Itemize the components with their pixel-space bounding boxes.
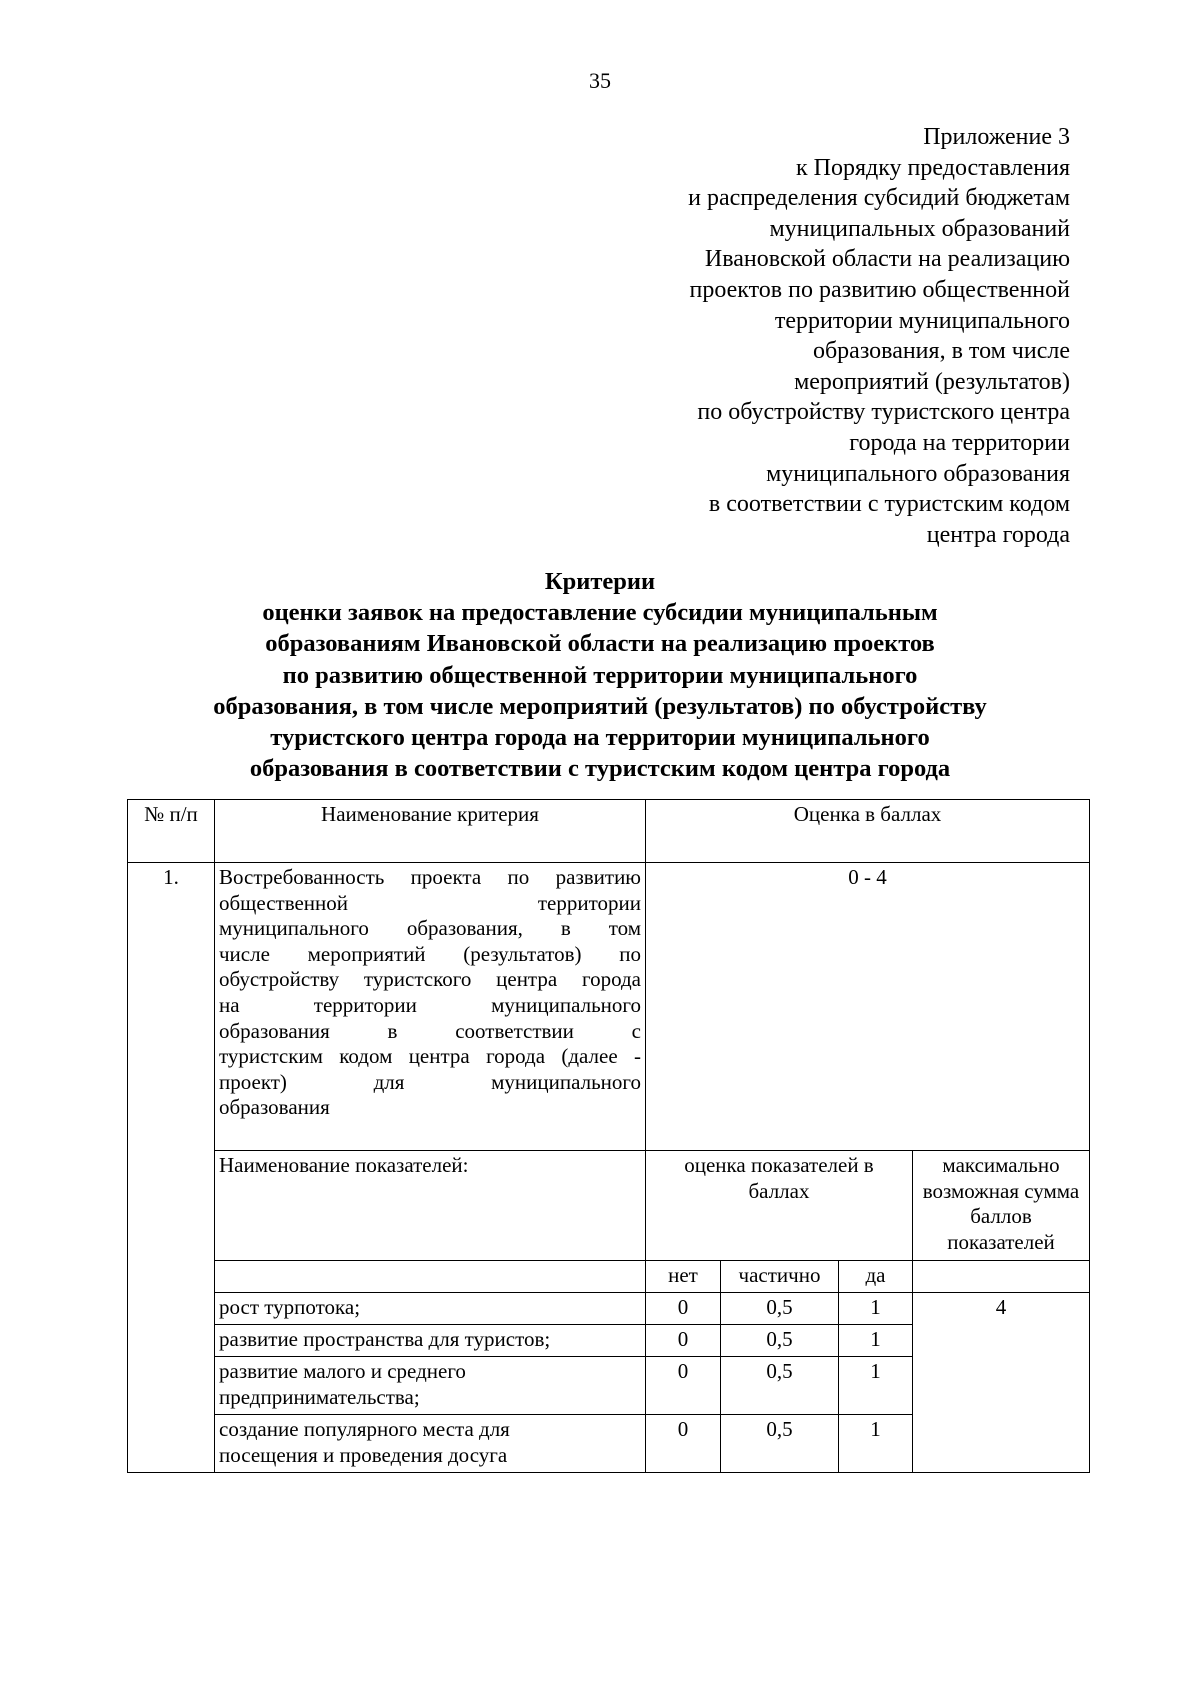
indicator-name: создание популярного места для посещения и проведения досуга xyxy=(215,1415,646,1473)
indicators-evaluation-header: оценка показателей в баллах xyxy=(646,1151,913,1261)
title-line: Критерии xyxy=(544,568,656,595)
criterion-line: Востребованность проекта по развитию xyxy=(219,865,641,889)
appendix-line: мероприятий (результатов) xyxy=(794,368,1070,395)
indicator-no: 0 xyxy=(646,1325,721,1357)
appendix-line: и распределения субсидий бюджетам xyxy=(688,185,1070,212)
title-line: туристского центра города на территории муниципального xyxy=(270,724,930,752)
criterion-line: обустройству туристского центра города xyxy=(219,967,641,992)
appendix-line: муниципального образования xyxy=(766,460,1070,487)
indicator-no: 0 xyxy=(646,1357,721,1415)
appendix-line: проектов по развитию общественной xyxy=(689,276,1070,303)
criterion-line: числе мероприятий (результатов) по xyxy=(219,941,641,966)
indicator-name: развитие малого и среднего предпринимательства; xyxy=(215,1357,646,1415)
title-line: образования в соответствии с туристским кодом центра города xyxy=(249,755,951,783)
indicator-no: 0 xyxy=(646,1293,721,1325)
page-number: 35 xyxy=(589,68,611,93)
answer-header-empty xyxy=(215,1261,646,1293)
indicator-yes: 1 xyxy=(839,1357,913,1415)
indicator-partial: 0,5 xyxy=(721,1293,839,1325)
indicator-name: развитие пространства для туристов; xyxy=(215,1325,646,1357)
indicator-yes: 1 xyxy=(839,1415,913,1473)
criterion-line: муниципального образования, в том xyxy=(219,916,641,941)
document-title xyxy=(120,566,1080,784)
title-line: образованиям Ивановской области на реализацию проектов xyxy=(265,630,935,658)
answer-partial-header: частично xyxy=(721,1261,839,1293)
appendix-line: центра города xyxy=(926,521,1070,548)
max-total: 4 xyxy=(913,1293,1090,1473)
appendix-line: города на территории xyxy=(849,429,1070,456)
appendix-line: территории муниципального xyxy=(774,307,1070,334)
indicator-yes: 1 xyxy=(839,1325,913,1357)
criterion-line: на территории муниципального xyxy=(219,992,641,1017)
answer-yes-header: да xyxy=(839,1261,913,1293)
indicator-yes: 1 xyxy=(839,1293,913,1325)
header-score: Оценка в баллах xyxy=(646,800,1090,863)
appendix-line: к Порядку предоставления xyxy=(795,154,1070,181)
criterion-text xyxy=(215,863,646,1151)
criterion-line: образования xyxy=(219,1095,330,1120)
criterion-line: общественной территории xyxy=(219,890,641,915)
indicator-partial: 0,5 xyxy=(721,1325,839,1357)
appendix-header xyxy=(550,122,1070,550)
table-row xyxy=(128,863,1090,1151)
criterion-score: 0 - 4 xyxy=(646,863,1090,1151)
criterion-line: проект) для муниципального xyxy=(219,1069,641,1094)
indicator-partial: 0,5 xyxy=(721,1357,839,1415)
title-line: образования, в том числе мероприятий (результатов) по обустройству xyxy=(213,692,987,720)
answer-no-header: нет xyxy=(646,1261,721,1293)
indicator-row xyxy=(128,1293,1090,1325)
appendix-line: муниципальных образований xyxy=(769,215,1070,242)
header-num: № п/п xyxy=(128,800,215,863)
appendix-line: Приложение 3 xyxy=(923,124,1070,150)
indicator-no: 0 xyxy=(646,1415,721,1473)
answer-header-empty xyxy=(913,1261,1090,1293)
appendix-line: в соответствии с туристским кодом xyxy=(708,491,1070,518)
indicator-name: рост турпотока; xyxy=(215,1293,646,1325)
indicator-partial: 0,5 xyxy=(721,1415,839,1473)
row-num: 1. xyxy=(128,863,215,1473)
indicators-max-header: максимально возможная сумма баллов показателей xyxy=(913,1151,1090,1261)
table-header-row xyxy=(128,800,1090,863)
indicators-name-header: Наименование показателей: xyxy=(215,1151,646,1261)
appendix-line: образования, в том числе xyxy=(812,338,1070,365)
appendix-line: по обустройству туристского центра xyxy=(697,399,1070,426)
title-line: по развитию общественной территории муниципального xyxy=(282,661,918,689)
criterion-line: образования в соответствии с xyxy=(219,1018,641,1043)
criteria-table xyxy=(127,799,1090,1473)
answer-header-row xyxy=(128,1261,1090,1293)
title-line: оценки заявок на предоставление субсидии муниципальным xyxy=(262,599,938,627)
header-criterion: Наименование критерия xyxy=(215,800,646,863)
appendix-line: Ивановской области на реализацию xyxy=(704,246,1070,273)
criterion-line: туристским кодом центра города (далее - xyxy=(219,1044,641,1069)
indicators-header-row xyxy=(128,1151,1090,1261)
